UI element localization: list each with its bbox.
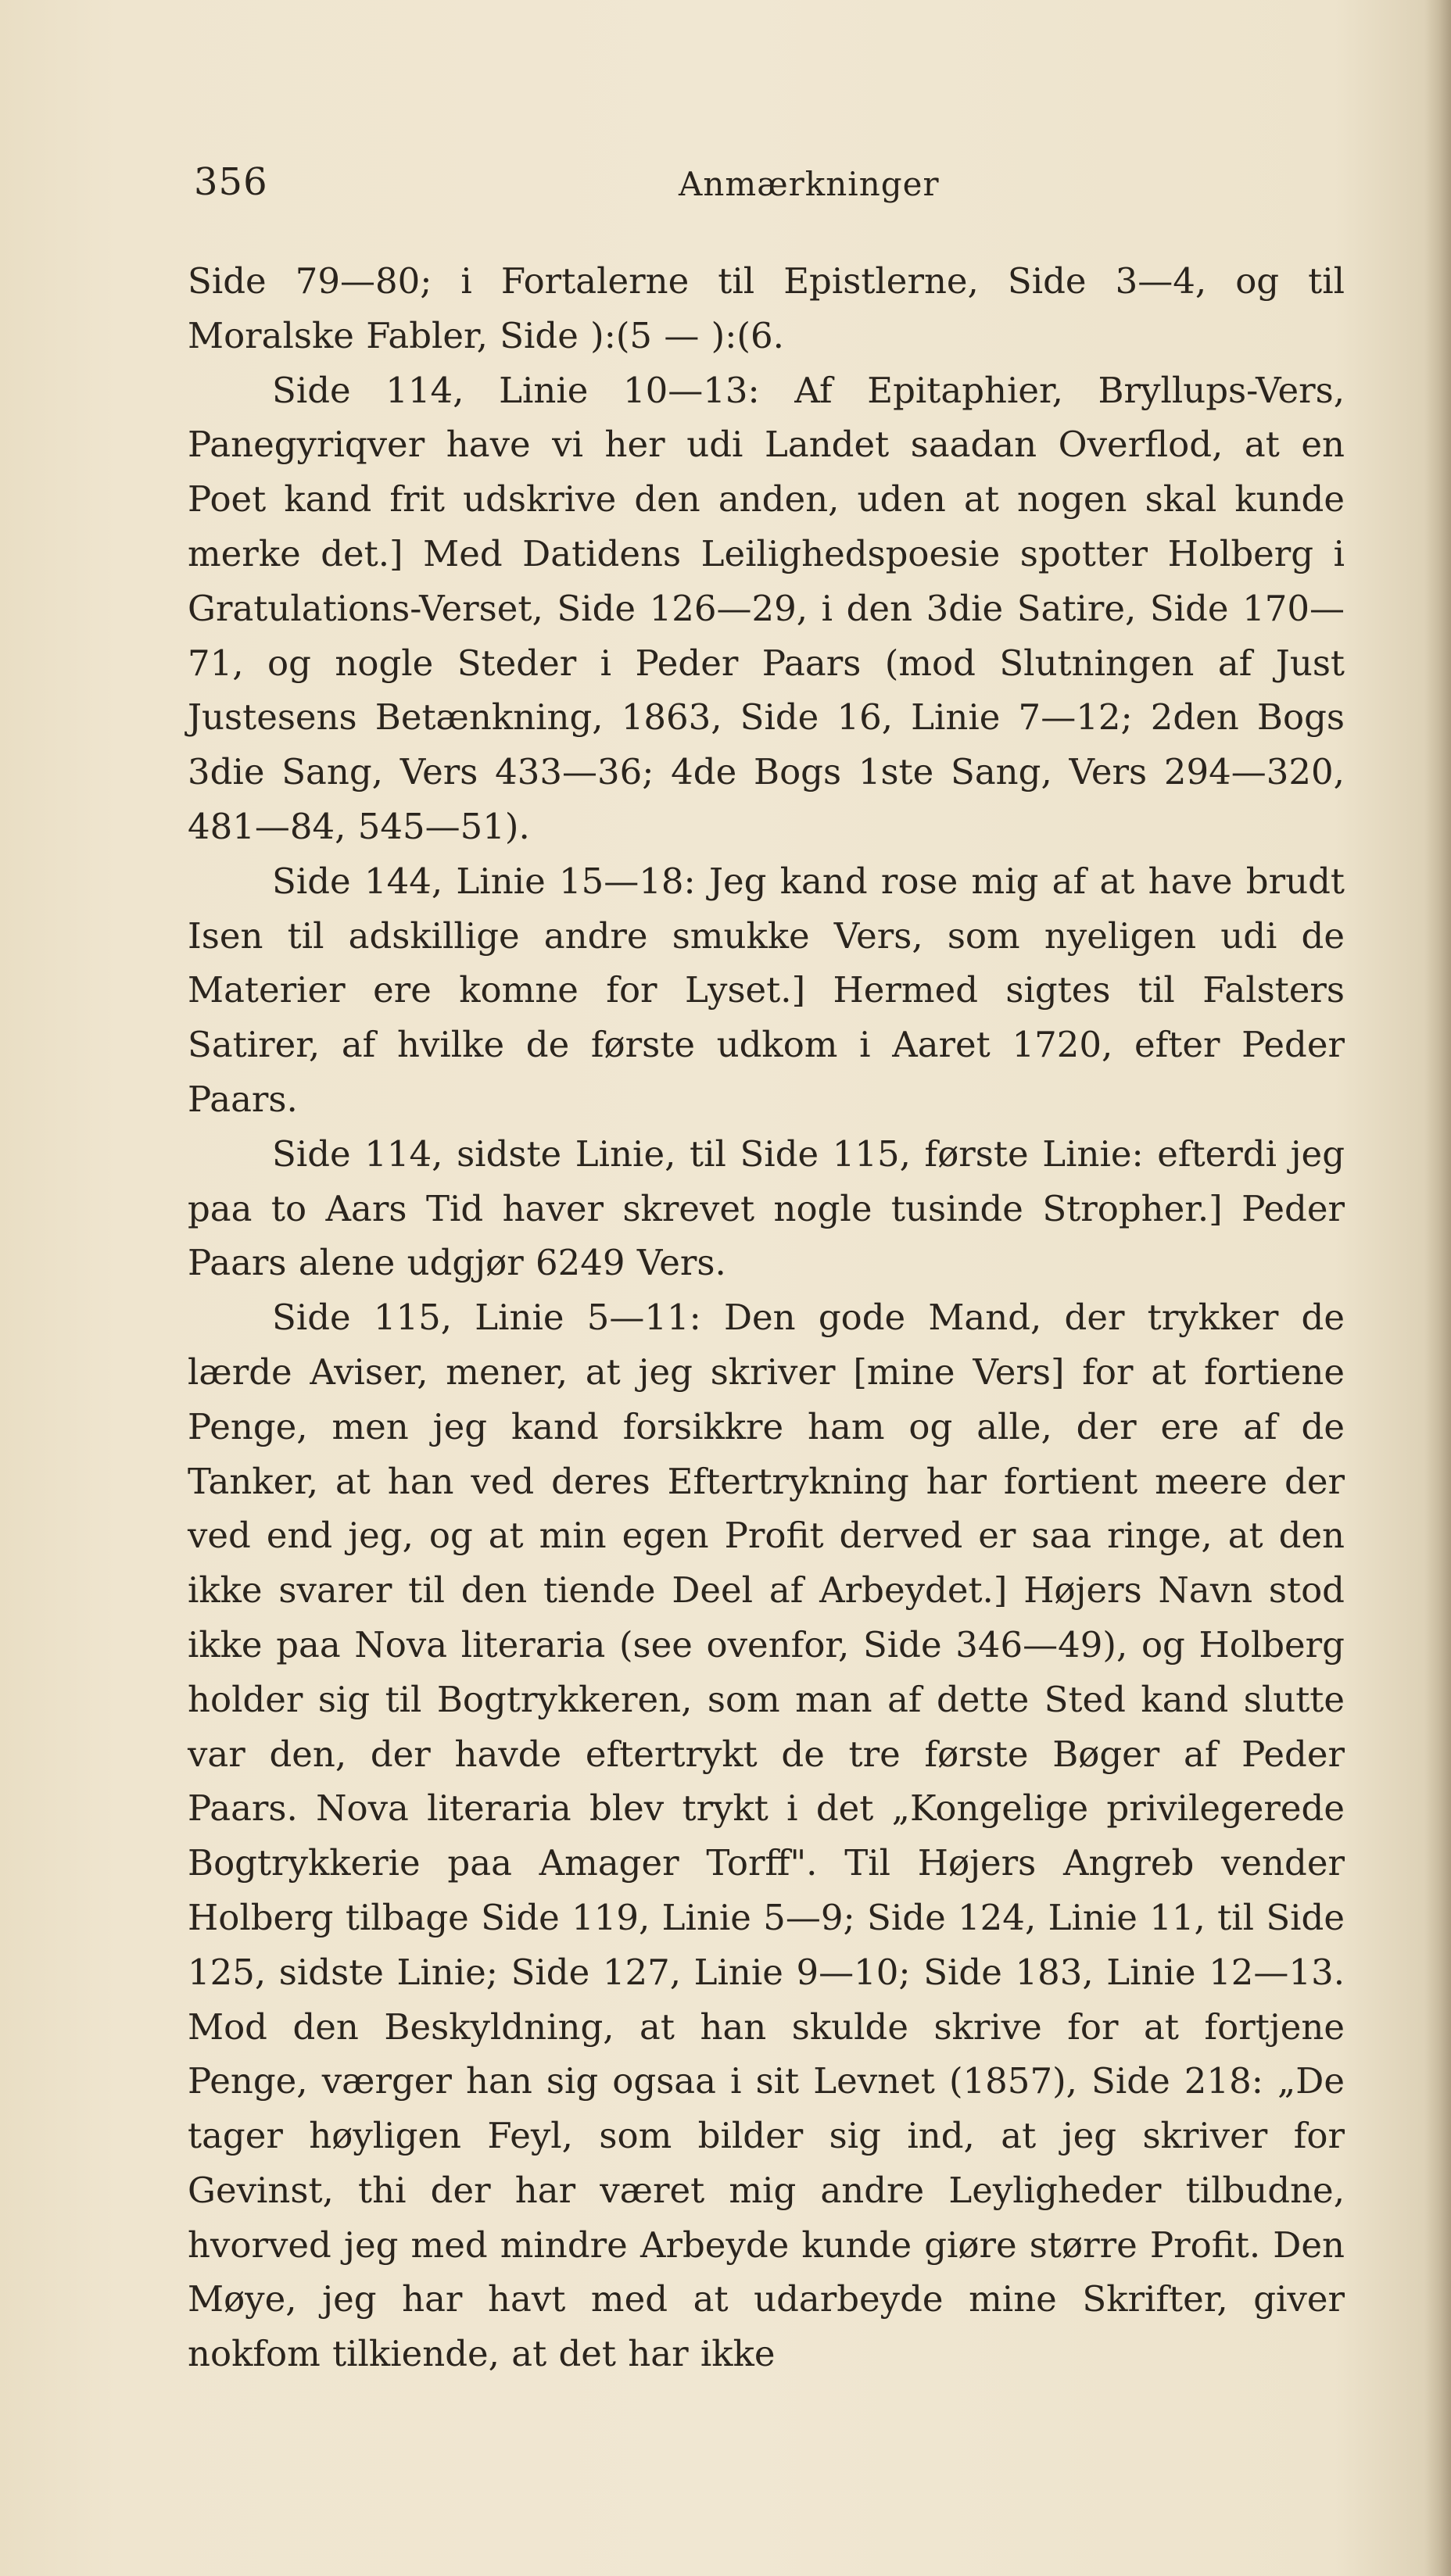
page-header xyxy=(194,160,1343,215)
paragraph: Side 114, sidste Linie, til Side 115, første Linie: efterdi jeg paa to Aars Tid haver skrevet nogle tusinde Stropher.] Peder Paars alene udgjør 6249 Vers. xyxy=(188,1132,1345,1284)
body-text xyxy=(188,254,1345,2381)
paragraph: Side 79—80; i Fortalerne til Epistlerne, Side 3—4, og til Moralske Fabler, Side ):(5 — ):(6. xyxy=(188,260,1345,356)
page-number: 356 xyxy=(194,160,268,204)
running-head: Anmærkninger xyxy=(679,165,940,203)
paragraph: Side 115, Linie 5—11: Den gode Mand, der trykker de lærde Aviser, mener, at jeg skriver [mine Vers] for at fortiene Penge, men jeg kand forsikkre ham og alle, der ere af de Tanker, at han ved deres Eftertrykning har fortient meere der ved end jeg, og at min egen Profit derved er saa ringe, at den ikke svarer til den tiende Deel af Arbeydet.] Højers Navn stod ikke paa Nova literaria (see ovenfor, Side 346—49), og Holberg holder sig til Bogtrykkeren, som man af dette Sted kand slutte var den, der havde eftertrykt de tre første Bøger af Peder Paars. Nova literaria blev trykt i det „Kongelige privilegerede Bogtrykkerie paa Amager Torff". Til Højers Angreb vender Holberg tilbage Side 119, Linie 5—9; Side 124, Linie 11, til Side 125, sidste Linie; Side 127, Linie 9—10; Side 183, Linie 12—13. Mod den Beskyldning, at han skulde skrive for at fortjene Penge, værger han sig ogsaa i sit Levnet (1857), Side 218: „De tager høyligen Feyl, som bilder sig ind, at jeg skriver for Gevinst, thi der har været mig andre Leyligheder tilbudne, hvorved jeg med mindre Arbeyde kunde giøre større Profit. Den Møye, jeg har havt med at udarbeyde mine Skrifter, giver nokfom tilkiende, at det har ikke xyxy=(188,1297,1345,2375)
paragraph: Side 114, Linie 10—13: Af Epitaphier, Bryllups-Vers, Panegyriqver have vi her udi Landet saadan Overflod, at en Poet kand frit udskrive den anden, uden at nogen skal kunde merke det.] Med Datidens Leilighedspoesie spotter Holberg i Gratulations-Verset, Side 126—29, i den 3die Satire, Side 170—71, og nogle Steder i Peder Paars (mod Slutningen af Just Justesens Betænkning, 1863, Side 16, Linie 7—12; 2den Bogs 3die Sang, Vers 433—36; 4de Bogs 1ste Sang, Vers 294—320, 481—84, 545—51). xyxy=(188,369,1345,847)
paragraph: Side 144, Linie 15—18: Jeg kand rose mig af at have brudt Isen til adskillige andre smukke Vers, som nyeligen udi de Materier ere komne for Lyset.] Hermed sigtes til Falsters Satirer, af hvilke de første udkom i Aaret 1720, efter Peder Paars. xyxy=(188,860,1345,1120)
page-edge-shadow xyxy=(1424,0,1451,2576)
